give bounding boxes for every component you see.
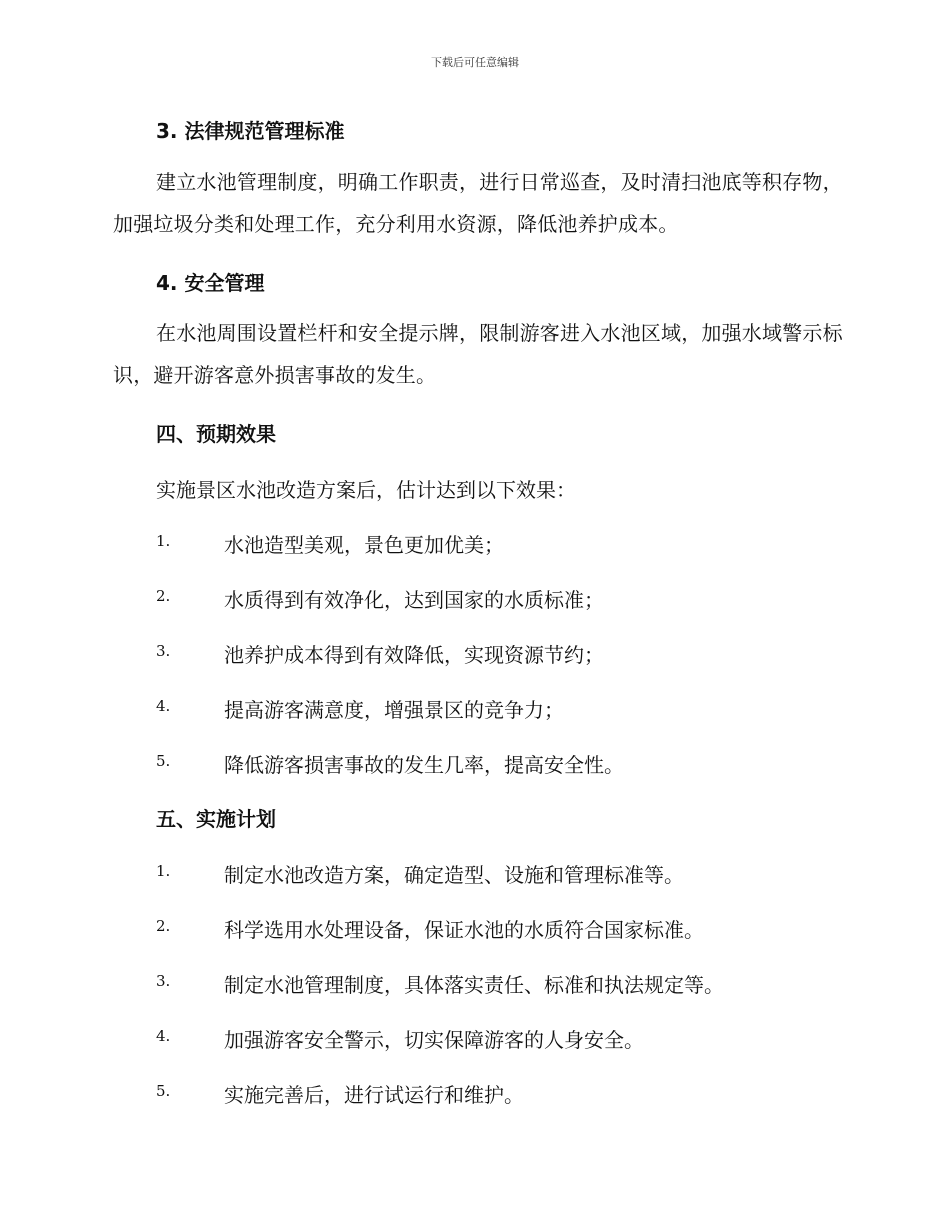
list-item-number: 1. xyxy=(156,532,171,550)
section-4-paragraph: 在水池周围设置栏杆和安全提示牌，限制游客进入水池区域，加强水域警示标识，避开游客意外损害事故的发生。 xyxy=(113,321,843,387)
list-item: 制定水池管理制度，具体落实责任、标准和执法规定等。 xyxy=(224,973,724,997)
expected-effects-intro: 实施景区水池改造方案后，估计达到以下效果： xyxy=(156,478,576,502)
list-item-number: 2. xyxy=(156,587,171,605)
list-item: 实施完善后，进行试运行和维护。 xyxy=(224,1083,524,1107)
list-item: 提高游客满意度，增强景区的竞争力； xyxy=(224,698,564,722)
list-item: 水池造型美观，景色更加优美； xyxy=(224,533,504,557)
list-item: 降低游客损害事故的发生几率，提高安全性。 xyxy=(224,753,624,777)
list-item-number: 4. xyxy=(156,697,171,715)
list-item-number: 5. xyxy=(156,1082,171,1100)
list-item-number: 3. xyxy=(156,972,171,990)
page-header: 下载后可任意编辑 xyxy=(431,56,519,69)
list-item-number: 5. xyxy=(156,752,171,770)
list-item: 加强游客安全警示，切实保障游客的人身安全。 xyxy=(224,1028,644,1052)
list-item: 水质得到有效净化，达到国家的水质标准； xyxy=(224,588,604,612)
expected-effects-title: 四、预期效果 xyxy=(156,422,276,446)
section-3-paragraph: 建立水池管理制度，明确工作职责，进行日常巡查，及时清扫池底等积存物，加强垃圾分类和处理工作，充分利用水资源，降低池养护成本。 xyxy=(113,170,843,236)
list-item-number: 4. xyxy=(156,1027,171,1045)
list-item: 科学选用水处理设备，保证水池的水质符合国家标准。 xyxy=(224,918,704,942)
section-3-title: 3. 法律规范管理标准 xyxy=(156,119,345,143)
list-item-number: 2. xyxy=(156,917,171,935)
list-item: 池养护成本得到有效降低，实现资源节约； xyxy=(224,643,604,667)
list-item: 制定水池改造方案，确定造型、设施和管理标准等。 xyxy=(224,863,684,887)
list-item-number: 3. xyxy=(156,642,171,660)
section-4-title: 4. 安全管理 xyxy=(156,271,265,295)
list-item-number: 1. xyxy=(156,862,171,880)
implementation-plan-title: 五、实施计划 xyxy=(156,807,276,831)
